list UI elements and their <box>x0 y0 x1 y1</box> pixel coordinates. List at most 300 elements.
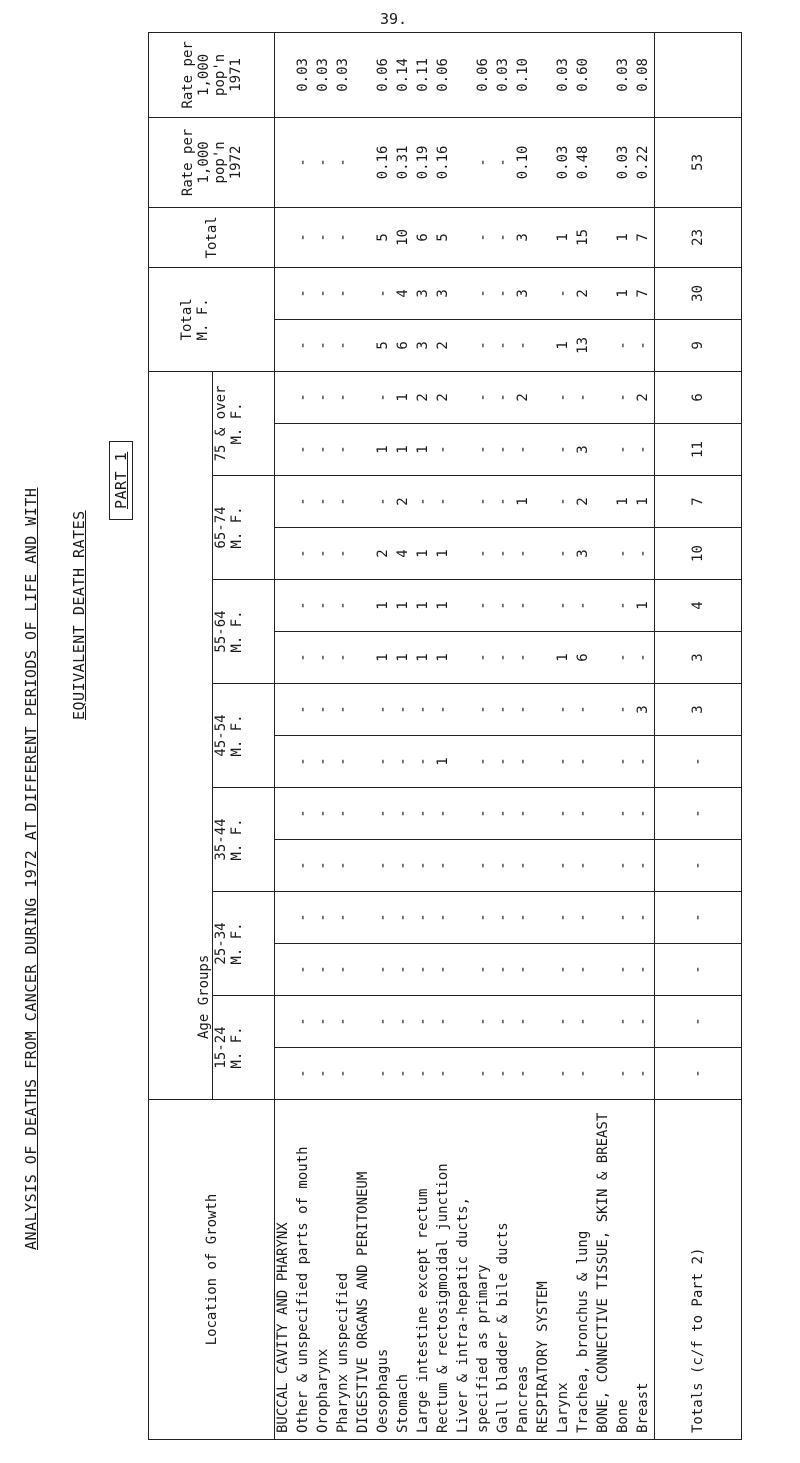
value-cell <box>455 267 475 319</box>
value-cell: - <box>575 788 595 840</box>
value-cell <box>535 1048 555 1100</box>
value-cell: - <box>295 996 315 1048</box>
value-cell: - <box>495 632 515 684</box>
value-cell: - <box>515 944 535 996</box>
value-cell: - <box>555 684 575 736</box>
value-cell <box>355 840 375 892</box>
value-cell: - <box>555 892 575 944</box>
value-cell <box>595 684 615 736</box>
value-cell: - <box>635 424 655 476</box>
value-cell <box>355 632 375 684</box>
value-cell <box>355 476 375 528</box>
value-cell: 2 <box>415 371 435 423</box>
value-cell: - <box>395 892 415 944</box>
value-cell: - <box>495 684 515 736</box>
value-cell: - <box>315 267 335 319</box>
value-cell: - <box>335 788 355 840</box>
value-cell: - <box>415 476 435 528</box>
value-cell <box>275 528 295 580</box>
value-cell: - <box>515 580 535 632</box>
value-cell: 4 <box>395 267 415 319</box>
value-cell: - <box>495 117 515 207</box>
value-cell <box>595 476 615 528</box>
value-cell <box>275 684 295 736</box>
value-cell: - <box>315 207 335 267</box>
value-cell: - <box>335 207 355 267</box>
value-cell: - <box>495 892 515 944</box>
value-cell: - <box>615 424 635 476</box>
value-cell: 1 <box>375 424 395 476</box>
age-mf-label: M. F. <box>229 1026 245 1069</box>
value-cell: - <box>575 684 595 736</box>
value-cell: - <box>555 528 575 580</box>
value-cell: - <box>515 996 535 1048</box>
value-cell <box>535 319 555 371</box>
value-cell <box>595 580 615 632</box>
age-label: 15-24 <box>213 1026 229 1069</box>
value-cell <box>275 267 295 319</box>
value-cell: - <box>555 371 575 423</box>
value-cell <box>455 788 475 840</box>
value-cell: 3 <box>515 267 535 319</box>
value-cell: 4 <box>395 528 415 580</box>
value-cell <box>275 736 295 788</box>
totals-label: Totals (c/f to Part 2) <box>655 1100 742 1440</box>
value-cell: 1 <box>555 319 575 371</box>
age-mf-label: M. F. <box>229 402 245 445</box>
value-cell: - <box>315 840 335 892</box>
value-cell: - <box>415 892 435 944</box>
value-cell: - <box>475 319 495 371</box>
header-age-75-over <box>213 371 275 475</box>
value-cell: - <box>335 684 355 736</box>
value-cell: - <box>475 736 495 788</box>
part-box: PART 1 <box>109 441 133 520</box>
value-cell <box>595 528 615 580</box>
totals-cell: 10 <box>655 528 742 580</box>
location-cell: RESPIRATORY SYSTEM <box>535 1100 555 1440</box>
page-subtitle: EQUIVALENT DEATH RATES <box>70 510 88 720</box>
value-cell: - <box>435 424 455 476</box>
value-cell <box>355 267 375 319</box>
value-cell: - <box>575 996 595 1048</box>
age-mf-label: M. F. <box>229 610 245 653</box>
value-cell <box>595 736 615 788</box>
table-row <box>295 32 315 1439</box>
value-cell: - <box>475 840 495 892</box>
value-cell: - <box>295 207 315 267</box>
value-cell: - <box>415 1048 435 1100</box>
value-cell <box>535 580 555 632</box>
value-cell: - <box>315 117 335 207</box>
value-cell: - <box>515 632 535 684</box>
value-cell: - <box>635 736 655 788</box>
totals-cell: 23 <box>655 207 742 267</box>
value-cell: - <box>475 996 495 1048</box>
value-cell: - <box>315 788 335 840</box>
value-cell <box>455 892 475 944</box>
table-row <box>355 32 375 1439</box>
location-cell: specified as primary <box>475 1100 495 1440</box>
value-cell <box>355 996 375 1048</box>
value-cell: - <box>295 944 315 996</box>
value-cell <box>355 944 375 996</box>
value-cell <box>595 267 615 319</box>
totals-cell <box>655 32 742 117</box>
value-cell <box>355 788 375 840</box>
value-cell: 2 <box>375 528 395 580</box>
totals-cell: 53 <box>655 117 742 207</box>
value-cell: - <box>475 424 495 476</box>
value-cell: - <box>615 319 635 371</box>
value-cell: - <box>495 267 515 319</box>
value-cell: - <box>295 267 315 319</box>
value-cell: - <box>375 684 395 736</box>
value-cell: - <box>335 944 355 996</box>
value-cell <box>535 684 555 736</box>
value-cell: - <box>315 1048 335 1100</box>
value-cell: - <box>475 1048 495 1100</box>
value-cell: 1 <box>395 580 415 632</box>
value-cell: 0.31 <box>395 117 415 207</box>
value-cell: 3 <box>415 319 435 371</box>
value-cell: 0.08 <box>635 32 655 117</box>
value-cell <box>595 319 615 371</box>
value-cell: 1 <box>395 371 415 423</box>
totals-cell: 6 <box>655 371 742 423</box>
page-number: 39. <box>380 10 408 28</box>
value-cell: - <box>375 476 395 528</box>
value-cell: - <box>575 371 595 423</box>
value-cell: - <box>395 788 415 840</box>
table-row <box>315 32 335 1439</box>
value-cell <box>455 476 475 528</box>
totals-cell: 3 <box>655 632 742 684</box>
value-cell: 1 <box>395 632 415 684</box>
value-cell: - <box>575 892 595 944</box>
value-cell: - <box>475 476 495 528</box>
value-cell: - <box>315 892 335 944</box>
value-cell: 0.03 <box>335 32 355 117</box>
value-cell: - <box>395 944 415 996</box>
value-cell <box>595 996 615 1048</box>
value-cell: - <box>495 371 515 423</box>
value-cell: - <box>555 996 575 1048</box>
value-cell: - <box>475 892 495 944</box>
totals-cell: 4 <box>655 580 742 632</box>
value-cell: 5 <box>375 319 395 371</box>
totals-cell: 9 <box>655 319 742 371</box>
header-rate-1971: Rate per 1,000 pop'n 1971 <box>149 32 275 117</box>
age-label: 35-44 <box>213 818 229 861</box>
value-cell: 6 <box>575 632 595 684</box>
value-cell <box>455 528 475 580</box>
value-cell: - <box>475 944 495 996</box>
location-cell: Large intestine except rectum <box>415 1100 435 1440</box>
value-cell: - <box>375 892 395 944</box>
value-cell: 1 <box>435 580 455 632</box>
value-cell: - <box>555 424 575 476</box>
value-cell: - <box>635 996 655 1048</box>
value-cell: 0.06 <box>375 32 395 117</box>
value-cell: 2 <box>395 476 415 528</box>
table-row <box>395 32 415 1439</box>
header-total-mf <box>149 267 275 371</box>
value-cell: - <box>335 1048 355 1100</box>
value-cell: - <box>295 892 315 944</box>
age-label: 65-74 <box>213 506 229 549</box>
value-cell <box>355 371 375 423</box>
header-age-groups: Age Groups <box>149 371 213 1099</box>
value-cell: - <box>335 528 355 580</box>
value-cell: - <box>435 476 455 528</box>
table-row <box>335 32 355 1439</box>
value-cell: - <box>435 840 455 892</box>
value-cell: 1 <box>435 632 455 684</box>
value-cell: 0.03 <box>615 32 635 117</box>
value-cell: 1 <box>375 632 395 684</box>
table-row <box>415 32 435 1439</box>
value-cell <box>355 528 375 580</box>
location-cell: DIGESTIVE ORGANS AND PERITONEUM <box>355 1100 375 1440</box>
value-cell <box>535 476 555 528</box>
value-cell: - <box>495 996 515 1048</box>
value-cell: - <box>335 267 355 319</box>
table-row <box>575 32 595 1439</box>
location-cell: BUCCAL CAVITY AND PHARYNX <box>275 1100 295 1440</box>
value-cell: - <box>475 632 495 684</box>
value-cell: - <box>335 840 355 892</box>
value-cell <box>355 1048 375 1100</box>
value-cell <box>535 528 555 580</box>
value-cell: - <box>495 319 515 371</box>
cancer-deaths-table <box>148 32 742 1440</box>
value-cell: - <box>295 632 315 684</box>
value-cell <box>535 788 555 840</box>
totals-cell: - <box>655 996 742 1048</box>
value-cell <box>595 840 615 892</box>
value-cell: - <box>435 684 455 736</box>
value-cell: - <box>375 840 395 892</box>
location-cell: Liver & intra-hepatic ducts, <box>455 1100 475 1440</box>
value-cell: - <box>395 996 415 1048</box>
value-cell: 3 <box>415 267 435 319</box>
value-cell <box>355 117 375 207</box>
value-cell: - <box>575 736 595 788</box>
totals-cell: 30 <box>655 267 742 319</box>
value-cell: - <box>495 207 515 267</box>
value-cell: - <box>335 476 355 528</box>
age-mf-label: M. F. <box>229 506 245 549</box>
value-cell: 1 <box>555 632 575 684</box>
value-cell <box>595 371 615 423</box>
totals-cell: 3 <box>655 684 742 736</box>
value-cell: - <box>295 117 315 207</box>
value-cell <box>535 840 555 892</box>
value-cell: - <box>295 476 315 528</box>
table-row <box>555 32 575 1439</box>
value-cell: - <box>395 684 415 736</box>
value-cell: - <box>375 996 395 1048</box>
value-cell: 5 <box>375 207 395 267</box>
value-cell: - <box>335 632 355 684</box>
value-cell: - <box>395 1048 415 1100</box>
value-cell <box>455 319 475 371</box>
age-mf-label: M. F. <box>229 922 245 965</box>
value-cell: - <box>435 944 455 996</box>
table-row <box>475 32 495 1439</box>
value-cell <box>595 944 615 996</box>
value-cell <box>595 207 615 267</box>
value-cell: - <box>375 944 395 996</box>
value-cell: - <box>615 1048 635 1100</box>
value-cell: - <box>495 788 515 840</box>
value-cell <box>275 840 295 892</box>
value-cell: 1 <box>615 476 635 528</box>
value-cell: 7 <box>635 207 655 267</box>
value-cell: - <box>415 840 435 892</box>
value-cell <box>275 476 295 528</box>
age-label: 45-54 <box>213 714 229 757</box>
value-cell: - <box>635 528 655 580</box>
value-cell <box>355 684 375 736</box>
value-cell: - <box>375 788 395 840</box>
value-cell: - <box>475 528 495 580</box>
header-age-65-74 <box>213 476 275 580</box>
value-cell: - <box>515 684 535 736</box>
value-cell: - <box>295 1048 315 1100</box>
value-cell: - <box>495 1048 515 1100</box>
value-cell: - <box>395 840 415 892</box>
value-cell: 0.14 <box>395 32 415 117</box>
value-cell <box>275 207 295 267</box>
totals-cell: - <box>655 1048 742 1100</box>
value-cell: - <box>475 117 495 207</box>
value-cell: - <box>335 580 355 632</box>
value-cell <box>535 736 555 788</box>
value-cell <box>275 1048 295 1100</box>
value-cell: - <box>295 371 315 423</box>
value-cell: - <box>635 944 655 996</box>
value-cell: - <box>555 788 575 840</box>
value-cell: - <box>555 944 575 996</box>
value-cell: - <box>495 528 515 580</box>
value-cell: - <box>335 892 355 944</box>
value-cell: - <box>615 736 635 788</box>
value-cell <box>455 117 475 207</box>
value-cell <box>535 32 555 117</box>
value-cell: - <box>335 319 355 371</box>
value-cell: 0.03 <box>495 32 515 117</box>
header-age-55-64 <box>213 580 275 684</box>
value-cell: - <box>615 996 635 1048</box>
value-cell: - <box>295 424 315 476</box>
value-cell: - <box>295 840 315 892</box>
value-cell: - <box>555 476 575 528</box>
value-cell: 6 <box>415 207 435 267</box>
value-cell: 0.16 <box>375 117 395 207</box>
value-cell <box>535 267 555 319</box>
location-cell: Breast <box>635 1100 655 1440</box>
value-cell: 1 <box>555 207 575 267</box>
value-cell: - <box>315 944 335 996</box>
value-cell: 3 <box>515 207 535 267</box>
value-cell <box>535 207 555 267</box>
value-cell: - <box>315 319 335 371</box>
totals-cell: - <box>655 944 742 996</box>
value-cell <box>355 424 375 476</box>
value-cell: - <box>375 371 395 423</box>
value-cell: - <box>635 840 655 892</box>
value-cell: - <box>475 207 495 267</box>
value-cell <box>455 580 475 632</box>
value-cell: 1 <box>615 207 635 267</box>
value-cell <box>595 32 615 117</box>
value-cell: - <box>335 736 355 788</box>
value-cell <box>535 424 555 476</box>
value-cell <box>595 632 615 684</box>
table-row <box>375 32 395 1439</box>
value-cell: - <box>615 528 635 580</box>
value-cell: - <box>575 580 595 632</box>
value-cell: - <box>555 580 575 632</box>
value-cell: - <box>315 580 335 632</box>
value-cell: - <box>435 788 455 840</box>
value-cell: 3 <box>575 528 595 580</box>
value-cell: - <box>615 580 635 632</box>
value-cell: - <box>495 476 515 528</box>
value-cell <box>535 944 555 996</box>
value-cell: 1 <box>635 580 655 632</box>
value-cell <box>455 736 475 788</box>
value-cell: - <box>575 840 595 892</box>
value-cell: 2 <box>575 267 595 319</box>
value-cell: 6 <box>395 319 415 371</box>
value-cell <box>535 996 555 1048</box>
value-cell: - <box>295 736 315 788</box>
value-cell: - <box>415 736 435 788</box>
value-cell: - <box>615 840 635 892</box>
value-cell <box>455 32 475 117</box>
value-cell: 1 <box>415 632 435 684</box>
header-total-total: Total <box>149 207 275 267</box>
table-row <box>615 32 635 1439</box>
value-cell: - <box>515 840 535 892</box>
value-cell: - <box>315 476 335 528</box>
header-age-35-44 <box>213 788 275 892</box>
value-cell: 1 <box>415 528 435 580</box>
value-cell: - <box>335 424 355 476</box>
value-cell: - <box>415 944 435 996</box>
value-cell: 0.06 <box>475 32 495 117</box>
value-cell <box>455 996 475 1048</box>
value-cell: - <box>435 1048 455 1100</box>
value-cell: - <box>315 736 335 788</box>
value-cell: 0.03 <box>295 32 315 117</box>
value-cell: - <box>435 996 455 1048</box>
value-cell <box>275 944 295 996</box>
location-cell: Rectum & rectosigmoidal junction <box>435 1100 455 1440</box>
value-cell: - <box>315 371 335 423</box>
value-cell <box>455 424 475 476</box>
value-cell <box>275 788 295 840</box>
value-cell: - <box>495 840 515 892</box>
value-cell: - <box>315 996 335 1048</box>
table-row <box>275 32 295 1439</box>
header-age-45-54 <box>213 684 275 788</box>
value-cell: - <box>475 788 495 840</box>
value-cell: - <box>515 736 535 788</box>
